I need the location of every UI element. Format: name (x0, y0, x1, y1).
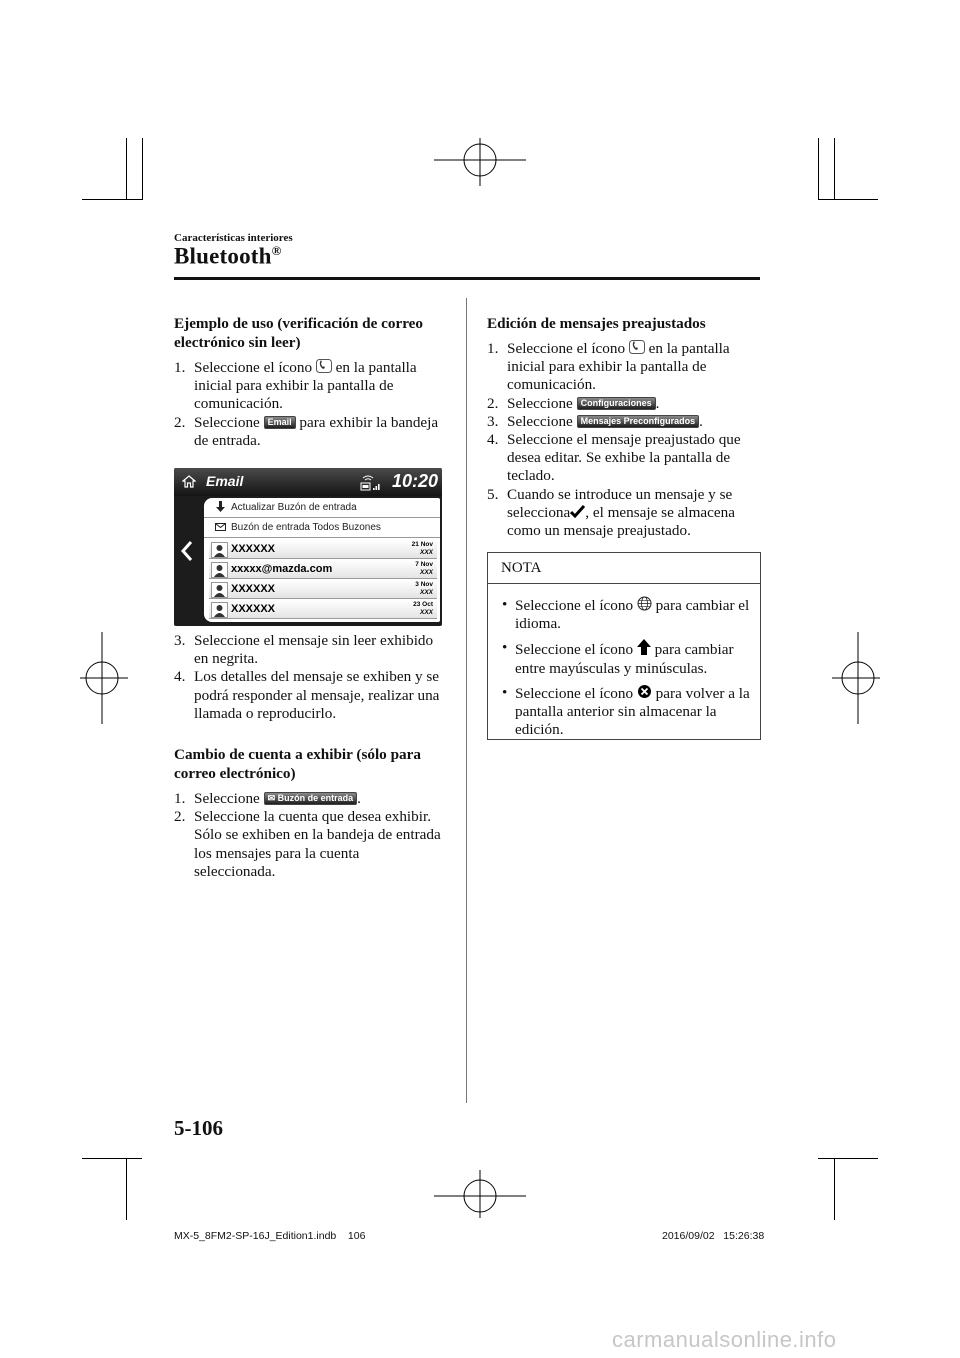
note-title: NOTA (501, 560, 542, 576)
list-item (502, 684, 752, 740)
registered-mark: ® (271, 243, 282, 258)
contact-avatar-icon (211, 542, 228, 558)
back-arrow-icon (180, 540, 194, 562)
section-heading: Ejemplo de uso (verificación de correo electrónico sin leer) (174, 315, 423, 351)
crop-mark (818, 138, 819, 200)
envelope-icon: ✉ (267, 793, 276, 804)
list-item (174, 632, 444, 668)
list-item (502, 596, 752, 633)
cancel-x-icon (637, 684, 652, 699)
step-text: Seleccione el mensaje sin leer exhibido en negrita. (194, 632, 434, 668)
home-icon (182, 475, 196, 488)
registration-mark-bottom-icon (434, 1170, 526, 1218)
step-text: . (655, 394, 660, 412)
note-text: Seleccione el ícono (515, 641, 634, 659)
step-text: Seleccione el ícono (507, 340, 626, 357)
download-icon (216, 501, 225, 513)
inbox-button-image (264, 792, 358, 805)
list-item (174, 668, 444, 723)
step-number: 3. (487, 412, 499, 430)
chapter-title (174, 243, 282, 270)
table-row[interactable] (209, 600, 437, 619)
steps-list (174, 359, 444, 450)
shift-arrow-icon (637, 639, 651, 655)
header-rule (174, 277, 760, 280)
message-day: 23 Oct (413, 601, 433, 608)
note-text: Seleccione el ícono (515, 597, 634, 614)
step-text: . (357, 790, 361, 808)
crop-mark (818, 1158, 878, 1159)
bullet: • (502, 683, 508, 701)
message-year: XXX (419, 608, 433, 616)
list-item (174, 359, 444, 414)
step-number: 2. (174, 413, 186, 431)
step-text: Seleccione (194, 790, 260, 808)
column-divider (466, 298, 467, 1103)
step-text: Seleccione (194, 413, 260, 431)
step-number: 2. (174, 808, 186, 826)
step-text: en la pantalla inicial para exhibir la pantalla de comunicación. (194, 359, 417, 413)
list-item (487, 340, 759, 395)
crop-mark (834, 138, 835, 200)
phone-icon (629, 340, 645, 354)
note-text: para cambiar el idioma. (515, 597, 750, 633)
settings-button-image: Configuraciones (577, 397, 656, 410)
bullet: • (502, 596, 508, 613)
note-box (487, 552, 761, 740)
crop-mark (818, 199, 878, 200)
step-text: Cuando se introduce un mensaje y se selecciona (507, 485, 733, 521)
message-date (412, 541, 433, 556)
message-year: XXX (419, 588, 433, 596)
step-number: 1. (174, 790, 186, 808)
message-day: 7 Nov (415, 561, 433, 568)
message-year: XXX (419, 568, 433, 576)
crop-mark (82, 199, 142, 200)
print-file-name (174, 1230, 365, 1242)
phone-icon (316, 359, 332, 373)
right-column (487, 314, 759, 540)
checkmark-icon (570, 505, 585, 518)
file-name: MX-5_8FM2-SP-16J_Edition1.indb (174, 1230, 337, 1242)
page-number: 5-106 (174, 1116, 223, 1140)
table-row[interactable] (209, 580, 437, 599)
step-number: 1. (487, 340, 499, 357)
message-year: XXX (419, 548, 433, 556)
email-screen-illustration (174, 468, 442, 626)
list-item (174, 414, 444, 450)
steps-list (487, 340, 759, 540)
message-panel (204, 498, 440, 622)
registration-mark-right-icon (832, 632, 880, 724)
contact-avatar-icon (211, 562, 228, 578)
registration-mark-left-icon (80, 632, 128, 724)
steps-list (174, 790, 444, 881)
section-heading: Cambio de cuenta a exhibir (sólo para correo electrónico) (174, 746, 421, 783)
list-item (502, 639, 752, 677)
file-page: 106 (347, 1230, 366, 1242)
crop-mark (142, 138, 143, 200)
contact-name: XXXXXX (231, 603, 276, 615)
globe-icon (637, 596, 652, 611)
section-heading: Edición de mensajes preajustados (487, 315, 706, 332)
table-row[interactable] (209, 560, 437, 579)
list-item (487, 486, 759, 541)
left-column-bottom (174, 632, 444, 881)
contact-avatar-icon (211, 602, 228, 618)
screen-title: Email (206, 473, 244, 489)
step-number: 4. (487, 431, 499, 449)
note-title-bar (488, 553, 760, 584)
watermark: carmanualsonline.info (612, 1327, 837, 1352)
step-text: Seleccione el ícono (194, 359, 313, 376)
list-item (174, 808, 444, 881)
list-item (174, 790, 444, 808)
list-item (487, 413, 759, 431)
print-timestamp: 2016/09/02 15:26:38 (662, 1230, 765, 1242)
message-day: 3 Nov (415, 581, 433, 588)
contact-name: XXXXXX (231, 543, 276, 555)
step-number: 2. (487, 394, 499, 412)
inbox-button-label: Buzón de entrada (277, 793, 354, 804)
step-text: para exhibir la bandeja de entrada. (194, 413, 439, 449)
bullet: • (502, 639, 508, 657)
step-number: 4. (174, 668, 186, 686)
signal-battery-icon (360, 474, 382, 492)
step-text: Los detalles del mensaje se exhiben y se podrá responder al mensaje, realizar una llamada o reproducirlo. (194, 668, 440, 722)
contact-name: XXXXXX (231, 583, 276, 595)
step-number: 5. (487, 485, 499, 503)
crop-mark (126, 1158, 127, 1220)
inbox-all-label: Buzón de entrada Todos Buzones (231, 522, 381, 533)
screen-clock: 10:20 (391, 471, 438, 491)
note-list (502, 596, 752, 745)
crop-mark (834, 1158, 835, 1220)
envelope-icon (215, 523, 226, 531)
table-row[interactable] (209, 540, 437, 559)
refresh-inbox-row[interactable] (204, 498, 440, 518)
email-button-image: Email (264, 416, 296, 429)
inbox-all-row[interactable] (204, 518, 440, 538)
note-text: Seleccione el ícono (515, 684, 634, 702)
preset-messages-button-image: Mensajes Preconfigurados (577, 415, 700, 428)
message-day: 21 Nov (411, 541, 433, 548)
message-date (413, 601, 433, 616)
section-label: Características interiores (174, 232, 293, 244)
step-text: . (699, 412, 703, 430)
left-column-top (174, 314, 444, 450)
step-number: 1. (174, 359, 186, 376)
step-text: , el mensaje se almacena como un mensaje preajustado. (507, 503, 735, 540)
note-text: para volver a la pantalla anterior sin almacenar la edición. (515, 684, 750, 739)
steps-list (174, 632, 444, 723)
refresh-inbox-label: Actualizar Buzón de entrada (231, 502, 357, 513)
registration-mark-top-icon (434, 138, 526, 186)
message-date (415, 561, 433, 576)
step-text: Seleccione el mensaje preajustado que desea editar. Se exhibe la pantalla de teclado. (507, 431, 741, 485)
step-text: Seleccione (507, 412, 573, 430)
chapter-title-text: Bluetooth (174, 243, 272, 269)
step-text: Seleccione (507, 394, 573, 412)
list-item (487, 395, 759, 413)
step-text: Seleccione la cuenta que desea exhibir. Sólo se exhiben en la bandeja de entrada los mensajes para la cuenta seleccionada. (194, 808, 441, 880)
crop-mark (126, 138, 127, 200)
contact-avatar-icon (211, 582, 228, 598)
contact-name: xxxxx@mazda.com (231, 563, 333, 575)
step-number: 3. (174, 632, 186, 649)
note-text: para cambiar entre mayúsculas y minúsculas. (515, 641, 734, 677)
message-date (415, 581, 433, 596)
crop-mark (82, 1158, 142, 1159)
step-text: en la pantalla inicial para exhibir la pantalla de comunicación. (507, 340, 730, 394)
list-item (487, 431, 759, 486)
